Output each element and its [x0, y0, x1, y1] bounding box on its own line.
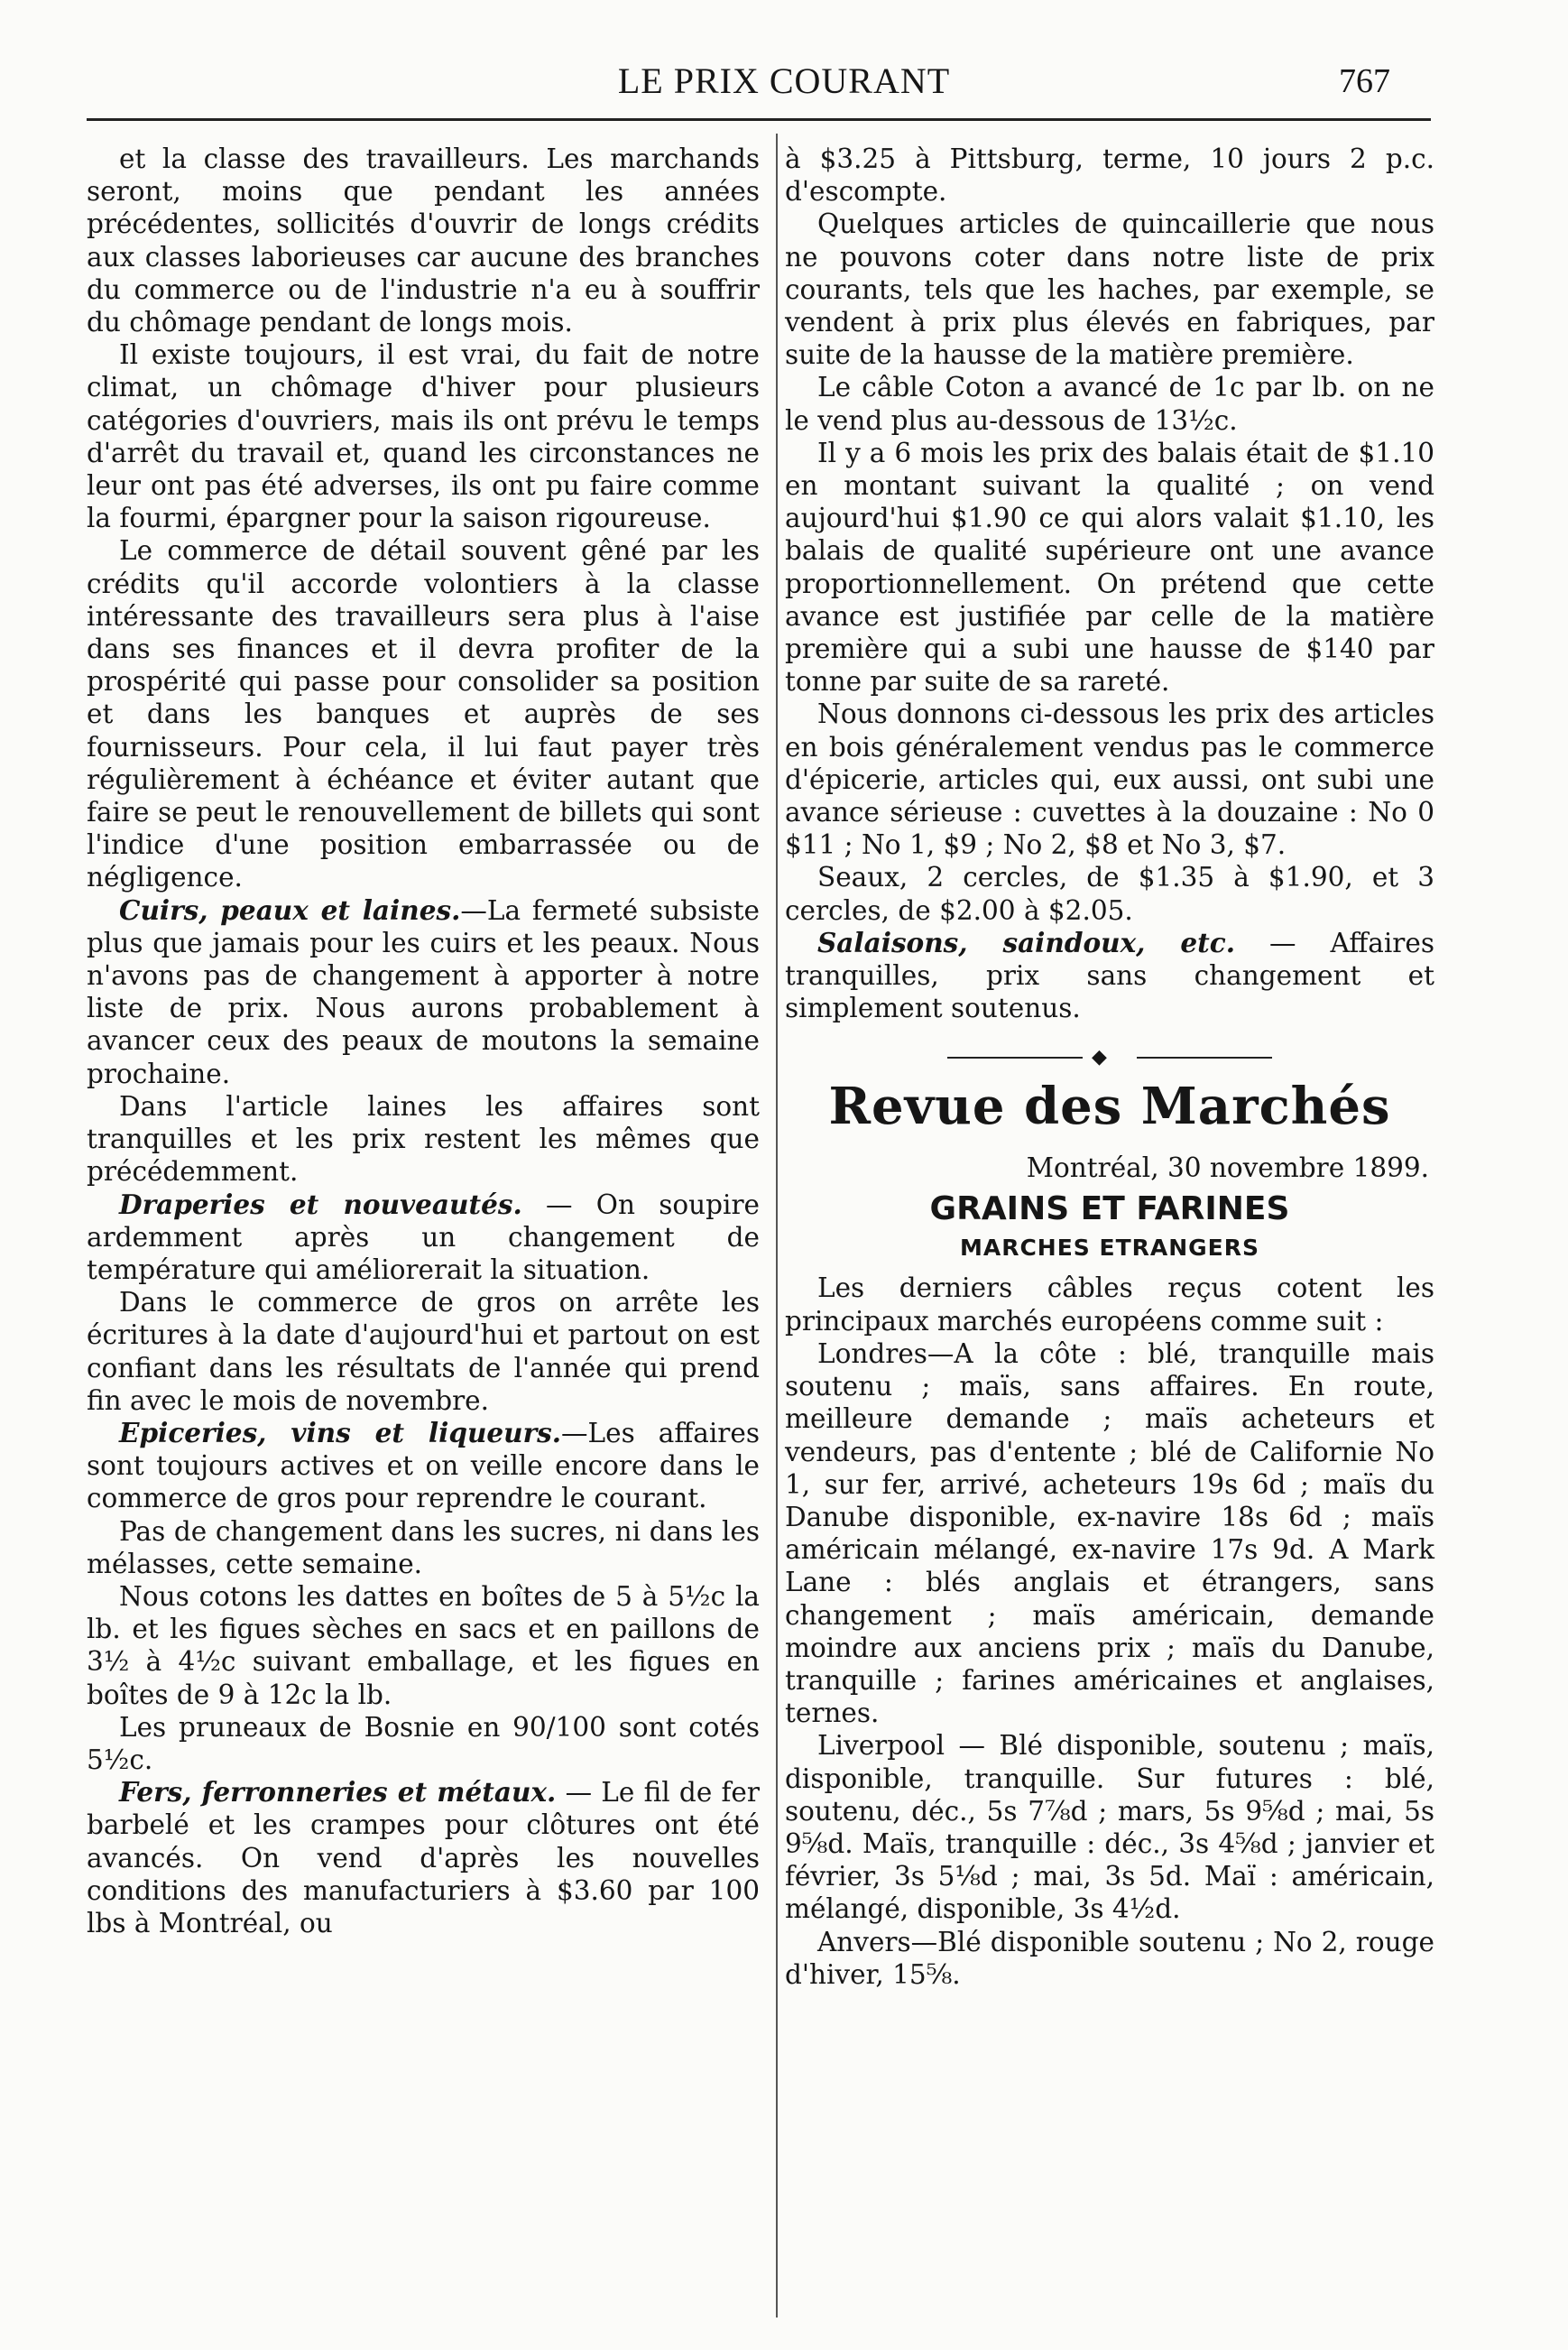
- paragraph-text: —La fermeté subsiste plus que jamais pour les cuirs et les peaux. Nous n'avons pas de changement à apporter à notre liste de prix. Nous aurons probablement à avancer ceux des peaux de moutons la semaine prochaine.: [87, 894, 761, 1089]
- paragraph-text: — Affaires tranquilles, prix sans changement et simplement soutenus.: [785, 927, 1434, 1024]
- article-paragraph: [87, 1515, 760, 1580]
- revue-title: Revue des Marchés: [828, 1077, 1391, 1137]
- paragraph-text: Il existe toujours, il est vrai, du fait de notre climat, un chômage d'hiver pour plusieurs catégories d'ouvriers, mais ils ont prévu le temps d'arrêt du travail et, quand les circonstances ne leur ont pas été adverses, ils ont pu faire comme la fourmi, épargner pour la saison rigoureuse.: [87, 339, 760, 534]
- paragraph-text: et la classe des travailleurs. Les marchands seront, moins que pendant les années précédentes, sollicités d'ouvrir de longs crédits aux classes laborieuses car aucune des branches du commerce ou de l'industrie n'a eu à souffrir du chômage pendant de longs mois.: [87, 143, 760, 338]
- article-paragraph: [87, 338, 760, 534]
- article-paragraph: [785, 1272, 1434, 1337]
- section-ornament: ◆: [947, 1051, 1272, 1064]
- paragraph-text: Les pruneaux de Bosnie en 90/100 sont cotés 5½c.: [87, 1711, 760, 1775]
- article-paragraph: [87, 143, 760, 338]
- page-number: 767: [1339, 62, 1390, 100]
- header-rule: [87, 118, 1431, 121]
- article-paragraph: [785, 371, 1434, 436]
- paragraph-text: Pas de changement dans les sucres, ni dans les mélasses, cette semaine.: [87, 1515, 760, 1579]
- left-column: [87, 143, 760, 1939]
- paragraph-text: — Le fil de fer barbelé et les crampes pour clôtures ont été avancés. On vend d'après les nouvelles conditions des manufacturiers à $3.60 par 100 lbs à Montréal, ou: [87, 1777, 760, 1938]
- dateline: Montréal, 30 novembre 1899.: [1026, 1152, 1429, 1184]
- paragraph-text: Quelques articles de quincaillerie que nous ne pouvons coter dans notre liste de prix courants, tels que les haches, par exemple, se vendent à prix plus élevés en fabriques, par suite de la hausse de la matière première.: [785, 208, 1434, 371]
- paragraph-text: Les derniers câbles reçus cotent les principaux marchés européens comme suit :: [785, 1272, 1434, 1337]
- paragraph-lead: Epiceries, vins et liqueurs.: [119, 1416, 562, 1448]
- section-title: GRAINS ET FARINES: [929, 1190, 1290, 1228]
- article-paragraph: [87, 1776, 760, 1939]
- paragraph-lead: Salaisons, saindoux, etc.: [817, 926, 1235, 958]
- revue-paragraphs: [785, 1272, 1434, 1990]
- paragraph-text: Le commerce de détail souvent gêné par les crédits qu'il accorde volontiers à la classe intéressante des travailleurs sera plus à l'aise dans ses finances et il devra profiter de la prospérité qui passe pour consolider sa position et dans les banques et auprès de ses fournisseurs. Pour cela, il lui faut payer très régulièrement à échéance et éviter autant que faire se peut le renouvellement de billets qui sont l'indice d'une position embarrassée ou de négligence.: [87, 535, 760, 893]
- paragraph-text: Liverpool — Blé disponible, soutenu ; maïs, disponible, tranquille. Sur futures : blé, soutenu, déc., 5s 7⅞d ; mars, 5s 9⅝d ; mai, 5s 9⅝d. Maïs, tranquille : déc., 3s 4⅝d ; janvier et février, 3s 5⅛d ; mai, 3s 5d. Maï : américain, mélangé, disponible, 3s 4½d.: [785, 1730, 1434, 1925]
- article-paragraph: [785, 861, 1434, 926]
- article-paragraph: [87, 1417, 760, 1515]
- paragraph-text: Dans l'article laines les affaires sont tranquilles et les prix restent les mêmes que précédemment.: [87, 1090, 760, 1188]
- paragraph-text: Dans le commerce de gros on arrête les écritures à la date d'aujourd'hui et partout on est confiant dans les résultats de l'année qui prend fin avec le mois de novembre.: [87, 1287, 760, 1416]
- article-paragraph: [785, 698, 1434, 861]
- article-paragraph: [785, 1729, 1434, 1925]
- article-paragraph: [87, 1711, 760, 1776]
- article-paragraph: [785, 1337, 1434, 1729]
- paragraph-text: Londres—A la côte : blé, tranquille mais soutenu ; maïs, sans affaires. En route, meilleure demande ; maïs acheteurs et vendeurs, pas d'entente ; blé de Californie No 1, sur fer, arrivé, acheteurs 19s 6d ; maïs du Danube disponible, ex-navire 18s 6d ; maïs américain mélangé, ex-navire 17s 9d. A Mark Lane : blés anglais et étrangers, sans changement ; maïs américain, demande moindre aux anciens prix ; maïs du Danube, tranquille ; farines américaines et anglaises, ternes.: [785, 1337, 1434, 1729]
- paragraph-text: Il y a 6 mois les prix des balais était de $1.10 en montant suivant la qualité ; on vend aujourd'hui $1.90 ce qui alors valait $1.10, les balais de qualité supérieure ont une avance proportionnellement. On prétend que cette avance est justifiée par celle de la matière première qui a subi une hausse de $140 par tonne par suite de sa rareté.: [785, 437, 1434, 698]
- article-paragraph: [785, 437, 1434, 699]
- paragraph-text: —Les affaires sont toujours actives et on veille encore dans le commerce de gros pour reprendre le courant.: [87, 1417, 760, 1514]
- article-paragraph: [785, 208, 1434, 371]
- column-divider: [776, 134, 778, 2318]
- running-title: LE PRIX COURANT: [617, 60, 951, 101]
- paragraph-lead: Draperies et nouveautés.: [119, 1188, 522, 1220]
- paragraph-text: à $3.25 à Pittsburg, terme, 10 jours 2 p.c. d'escompte.: [785, 143, 1434, 208]
- paragraph-lead: Fers, ferronneries et métaux.: [119, 1776, 557, 1809]
- paragraph-text: — On soupire ardemment après un changement de température qui améliorerait la situation.: [87, 1189, 761, 1285]
- subsection-title: MARCHES ETRANGERS: [959, 1235, 1260, 1262]
- right-column-articles: [785, 143, 1434, 1024]
- article-paragraph: [87, 1090, 760, 1189]
- paragraph-text: Seaux, 2 cercles, de $1.35 à $1.90, et 3 cercles, de $2.00 à $2.05.: [785, 862, 1434, 926]
- paragraph-text: Le câble Coton a avancé de 1c par lb. on ne le vend plus au-dessous de 13½c.: [785, 372, 1434, 436]
- article-paragraph: [87, 1189, 760, 1287]
- article-paragraph: [87, 1286, 760, 1417]
- article-paragraph: [785, 143, 1434, 208]
- article-paragraph: [87, 534, 760, 893]
- paragraph-text: Nous donnons ci-dessous les prix des articles en bois généralement vendus pas le commerce d'épicerie, articles qui, eux aussi, ont subi une avance sérieuse : cuvettes à la douzaine : No 0 $11 ; No 1, $9 ; No 2, $8 et No 3, $7.: [785, 699, 1434, 861]
- right-column: [785, 143, 1434, 1991]
- article-paragraph: [785, 927, 1434, 1025]
- page-header: [0, 56, 1568, 110]
- paragraph-text: Anvers—Blé disponible soutenu ; No 2, rouge d'hiver, 15⅝.: [785, 1926, 1434, 1990]
- paragraph-text: Nous cotons les dattes en boîtes de 5 à 5½c la lb. et les figues sèches en sacs et en paillons de 3½ à 4½c suivant emballage, et les figues en boîtes de 9 à 12c la lb.: [87, 1580, 760, 1710]
- paragraph-lead: Cuirs, peaux et laines.: [119, 893, 461, 926]
- article-paragraph: [87, 894, 760, 1090]
- article-paragraph: [87, 1580, 760, 1711]
- article-paragraph: [785, 1926, 1434, 1991]
